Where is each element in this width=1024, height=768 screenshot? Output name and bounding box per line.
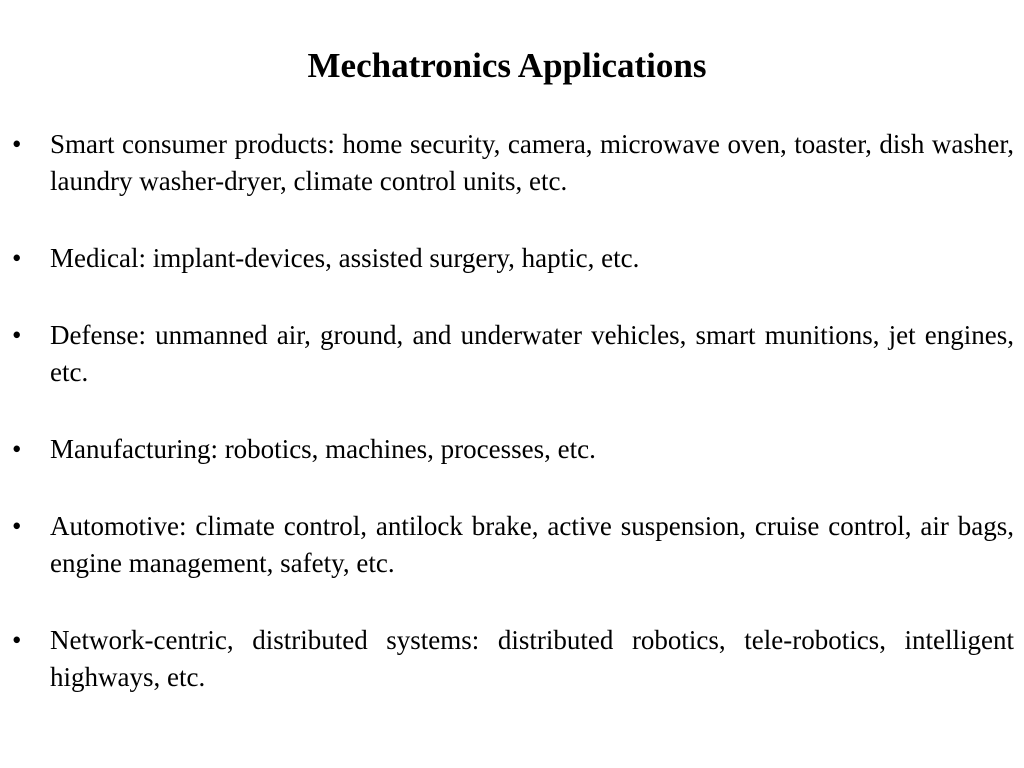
bullet-item-defense	[0, 317, 1014, 391]
bullet-icon: •	[12, 320, 22, 350]
bullet-item-automotive	[0, 508, 1014, 582]
bullet-icon: •	[12, 129, 22, 159]
bullet-text: Network-centric, distributed systems: distributed robotics, tele-robotics, intelligent highways, etc.	[50, 625, 1014, 692]
bullet-icon: •	[12, 511, 22, 541]
bullet-item-network	[0, 622, 1014, 696]
bullet-item-medical	[0, 240, 1014, 277]
bullet-text: Medical: implant-devices, assisted surgery, haptic, etc.	[50, 243, 640, 273]
bullet-icon: •	[12, 243, 22, 273]
bullet-icon: •	[12, 625, 22, 655]
bullet-list	[0, 126, 1014, 736]
bullet-item-manufacturing	[0, 431, 1014, 468]
slide-title: Mechatronics Applications	[307, 46, 707, 85]
bullet-icon: •	[12, 434, 22, 464]
bullet-text: Manufacturing: robotics, machines, processes, etc.	[50, 434, 596, 464]
bullet-text: Defense: unmanned air, ground, and underwater vehicles, smart munitions, jet engines, etc.	[50, 320, 1014, 387]
bullet-text: Automotive: climate control, antilock brake, active suspension, cruise control, air bags, engine management, safety, etc.	[50, 511, 1014, 578]
bullet-text: Smart consumer products: home security, camera, microwave oven, toaster, dish washer, laundry washer-dryer, climate control units, etc.	[50, 129, 1014, 196]
bullet-item-consumer	[0, 126, 1014, 200]
